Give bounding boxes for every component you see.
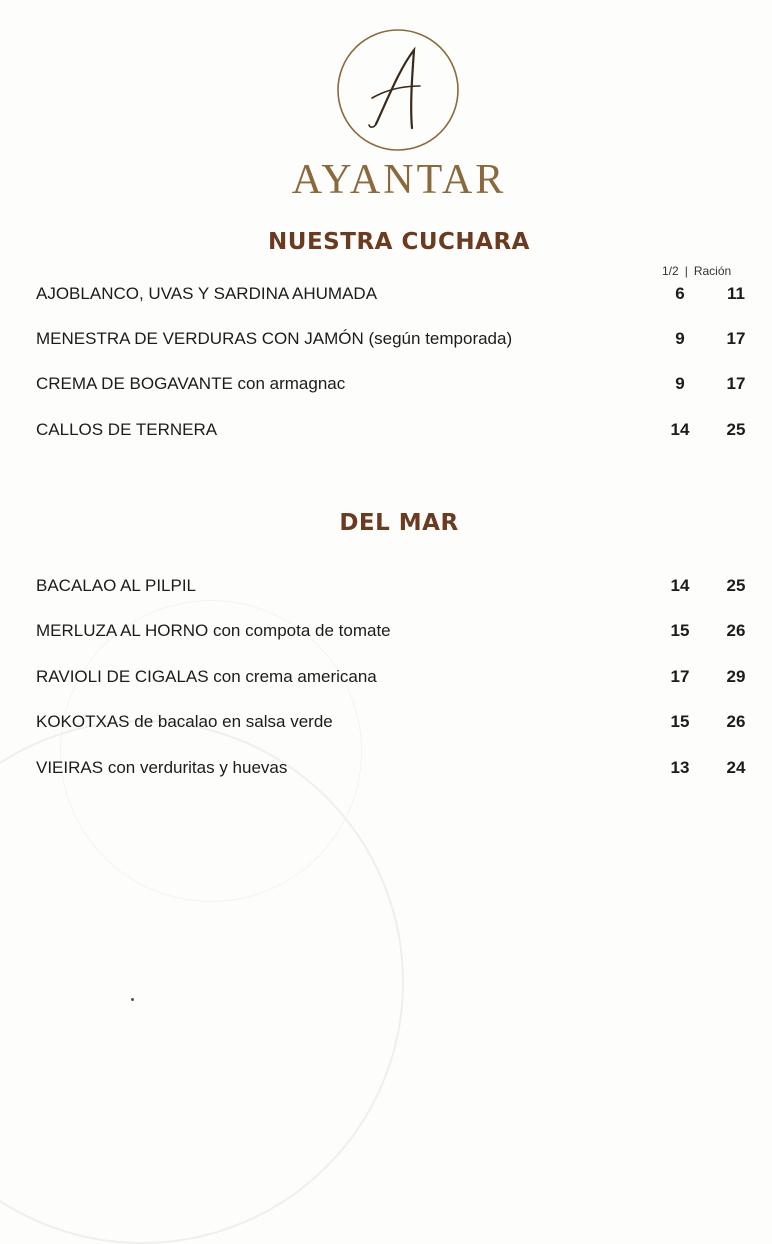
menu-item <box>0 667 772 691</box>
item-half-price: 17 <box>670 667 690 686</box>
item-full-price: 26 <box>726 621 746 640</box>
menu-item <box>0 420 772 444</box>
menu-item <box>0 374 772 398</box>
full-portion-header: Ración <box>693 264 732 278</box>
item-name: MERLUZA AL HORNO con compota de tomate <box>36 621 391 640</box>
item-name: VIEIRAS con verduritas y huevas <box>36 758 288 777</box>
item-half-price: 15 <box>670 712 690 731</box>
item-full-price: 17 <box>726 374 746 393</box>
item-half-price: 14 <box>670 420 690 439</box>
item-half-price: 15 <box>670 621 690 640</box>
brand-name: AYANTAR <box>291 157 507 203</box>
item-name: KOKOTXAS de bacalao en salsa verde <box>36 712 333 731</box>
watermark-circle-inner <box>60 600 362 902</box>
section-title-del-mar: DEL MAR <box>339 510 459 536</box>
item-name: AJOBLANCO, UVAS Y SARDINA AHUMADA <box>36 284 378 303</box>
item-half-price: 9 <box>675 374 685 393</box>
menu-item <box>0 329 772 353</box>
item-name: RAVIOLI DE CIGALAS con crema americana <box>36 667 377 686</box>
item-half-price: 9 <box>675 329 685 348</box>
item-name: BACALAO AL PILPIL <box>36 576 197 595</box>
item-name: MENESTRA DE VERDURAS CON JAMÓN (según temporada) <box>36 329 513 348</box>
logo-monogram-icon <box>336 28 460 152</box>
item-name: CALLOS DE TERNERA <box>36 420 218 439</box>
menu-item <box>0 758 772 782</box>
section-title-nuestra-cuchara: NUESTRA CUCHARA <box>268 229 530 255</box>
speck-mark <box>131 998 134 1001</box>
menu-item <box>0 576 772 600</box>
item-name: CREMA DE BOGAVANTE con armagnac <box>36 374 346 393</box>
item-full-price: 25 <box>726 576 746 595</box>
item-full-price: 11 <box>727 284 745 303</box>
menu-item <box>0 284 772 308</box>
half-portion-header: 1/2 <box>662 264 679 278</box>
item-full-price: 24 <box>726 758 746 777</box>
item-full-price: 17 <box>726 329 746 348</box>
menu-item <box>0 621 772 645</box>
item-full-price: 26 <box>726 712 746 731</box>
item-half-price: 13 <box>670 758 690 777</box>
item-half-price: 6 <box>675 284 685 303</box>
item-full-price: 25 <box>726 420 746 439</box>
item-half-price: 14 <box>670 576 690 595</box>
menu-item <box>0 712 772 736</box>
header-separator: | <box>684 264 688 278</box>
price-column-header <box>662 264 731 278</box>
item-full-price: 29 <box>726 667 746 686</box>
